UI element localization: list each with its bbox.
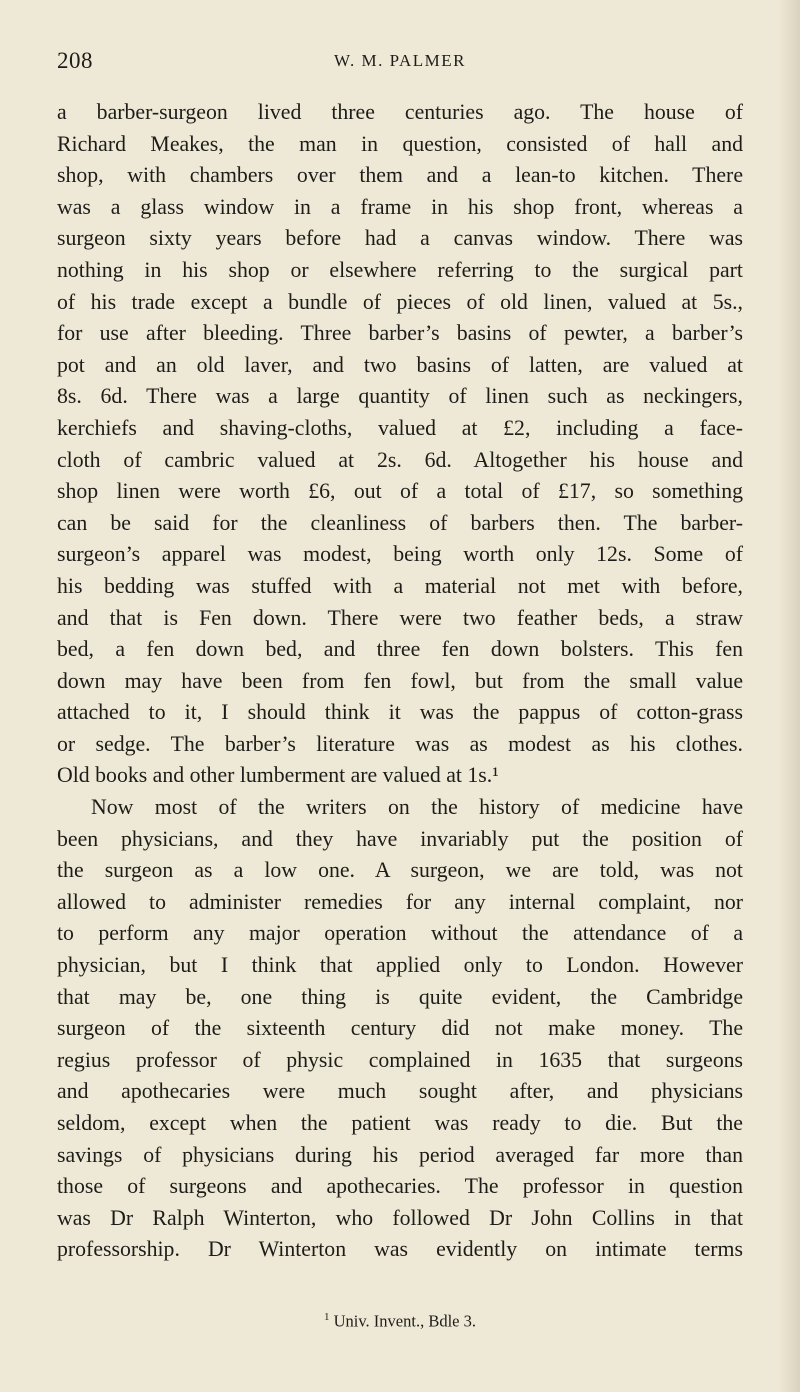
text-line: surgeon of the sixteenth century did not make money. The bbox=[57, 1016, 743, 1041]
text-line: shop, with chambers over them and a lean-to kitchen. There bbox=[57, 163, 743, 188]
text-line: surgeon’s apparel was modest, being worth only 12s. Some of bbox=[57, 542, 743, 567]
text-line: to perform any major operation without the attendance of a bbox=[57, 921, 743, 946]
page-number: 208 bbox=[57, 48, 93, 73]
text-line: attached to it, I should think it was the pappus of cotton-grass bbox=[57, 700, 743, 725]
footnote bbox=[57, 1306, 743, 1333]
body-text bbox=[57, 97, 743, 1266]
text-line: those of surgeons and apothecaries. The professor in question bbox=[57, 1174, 743, 1199]
text-line: of his trade except a bundle of pieces of old linen, valued at 5s., bbox=[57, 289, 743, 314]
text-line: for use after bleeding. Three barber’s basins of pewter, a barber’s bbox=[57, 321, 743, 346]
text-line: was a glass window in a frame in his shop front, whereas a bbox=[57, 194, 743, 219]
text-line: the surgeon as a low one. A surgeon, we are told, was not bbox=[57, 858, 743, 883]
text-line: Now most of the writers on the history of medicine have bbox=[91, 795, 743, 820]
text-line: and that is Fen down. There were two feather beds, a straw bbox=[57, 605, 743, 630]
paragraph bbox=[57, 792, 743, 1266]
text-line: physician, but I think that applied only to London. However bbox=[57, 953, 743, 978]
text-line: shop linen were worth £6, out of a total of £17, so something bbox=[57, 479, 743, 504]
text-line: regius professor of physic complained in 1635 that surgeons bbox=[57, 1047, 743, 1072]
text-line: nothing in his shop or elsewhere referring to the surgical part bbox=[57, 257, 743, 282]
footnote-marker: 1 bbox=[324, 1311, 330, 1323]
text-line: seldom, except when the patient was ready to die. But the bbox=[57, 1111, 743, 1135]
text-line: pot and an old laver, and two basins of latten, are valued at bbox=[57, 352, 743, 377]
running-title: W. M. PALMER bbox=[334, 51, 466, 70]
text-line: surgeon sixty years before had a canvas window. There was bbox=[57, 226, 743, 251]
text-line: that may be, one thing is quite evident, the Cambridge bbox=[57, 984, 743, 1009]
text-line: kerchiefs and shaving-cloths, valued at £2, including a face- bbox=[57, 415, 743, 440]
text-line: bed, a fen down bed, and three fen down bolsters. This fen bbox=[57, 637, 743, 662]
text-line: or sedge. The barber’s literature was as modest as his clothes. bbox=[57, 731, 743, 756]
footnote-text: Univ. Invent., Bdle 3. bbox=[333, 1311, 476, 1331]
text-line: and apothecaries were much sought after, and physicians bbox=[57, 1079, 743, 1104]
text-line: been physicians, and they have invariably put the position of bbox=[57, 826, 743, 851]
text-line: was Dr Ralph Winterton, who followed Dr John Collins in that bbox=[57, 1205, 743, 1230]
text-line: cloth of cambric valued at 2s. 6d. Altogether his house and bbox=[57, 447, 743, 472]
text-line: professorship. Dr Winterton was evidently on intimate terms bbox=[57, 1237, 743, 1262]
text-line: allowed to administer remedies for any internal complaint, nor bbox=[57, 889, 743, 914]
text-line: 8s. 6d. There was a large quantity of linen such as neckingers, bbox=[57, 384, 743, 409]
text-line: Old books and other lumberment are valued at 1s.¹ bbox=[57, 763, 499, 788]
text-line: a barber-surgeon lived three centuries ago. The house of bbox=[57, 100, 743, 124]
text-line: Richard Meakes, the man in question, consisted of hall and bbox=[57, 131, 743, 156]
text-line: down may have been from fen fowl, but from the small value bbox=[57, 668, 743, 693]
running-head bbox=[57, 48, 743, 78]
text-line: can be said for the cleanliness of barbers then. The barber- bbox=[57, 510, 743, 535]
text-line: savings of physicians during his period averaged far more than bbox=[57, 1142, 743, 1167]
page-edge-shadow bbox=[778, 0, 800, 1392]
text-line: his bedding was stuffed with a material not met with before, bbox=[57, 573, 743, 598]
paragraph bbox=[57, 97, 743, 792]
